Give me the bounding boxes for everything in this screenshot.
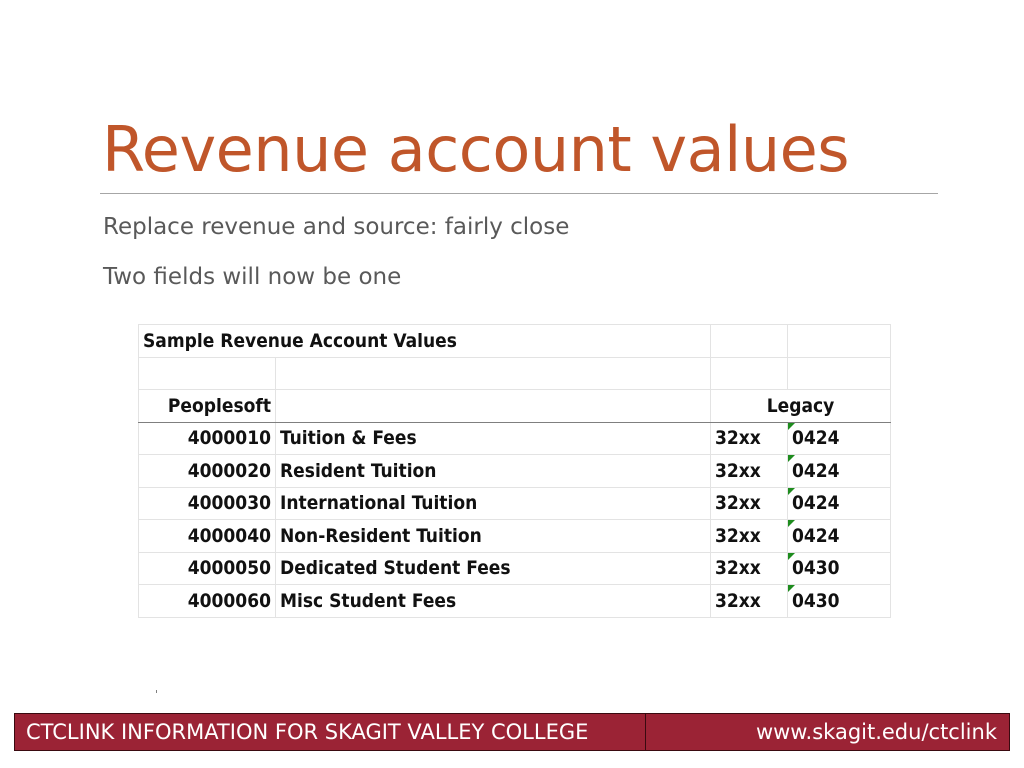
error-indicator-icon xyxy=(788,585,795,592)
table-cell xyxy=(711,325,788,358)
legacy-code: 0424 xyxy=(792,492,840,515)
revenue-account-table xyxy=(138,324,891,618)
account-code: 4000060 xyxy=(139,585,276,618)
footer-bar xyxy=(14,713,1010,751)
table-spacer-row xyxy=(139,357,891,390)
error-indicator-icon xyxy=(788,423,795,430)
table-row xyxy=(139,487,891,520)
bullet-text: Replace revenue and source: fairly close xyxy=(103,214,570,240)
table-row xyxy=(139,520,891,553)
table-cell xyxy=(139,357,276,390)
table-title: Sample Revenue Account Values xyxy=(139,325,711,358)
table-cell xyxy=(276,357,711,390)
account-name: Resident Tuition xyxy=(276,455,711,488)
table-cell xyxy=(788,325,891,358)
table-row xyxy=(139,552,891,585)
account-name: International Tuition xyxy=(276,487,711,520)
legacy-code-cell xyxy=(788,520,891,553)
legacy-prefix: 32xx xyxy=(711,422,788,455)
table-cell xyxy=(711,357,788,390)
legacy-code-cell xyxy=(788,455,891,488)
legacy-code: 0430 xyxy=(792,589,840,612)
legacy-header: Legacy xyxy=(711,390,891,423)
legacy-prefix: 32xx xyxy=(711,487,788,520)
legacy-code-cell xyxy=(788,487,891,520)
account-code: 4000020 xyxy=(139,455,276,488)
legacy-code-cell xyxy=(788,585,891,618)
error-indicator-icon xyxy=(788,455,795,462)
account-code: 4000030 xyxy=(139,487,276,520)
table-cell xyxy=(788,357,891,390)
legacy-prefix: 32xx xyxy=(711,585,788,618)
peoplesoft-header: Peoplesoft xyxy=(139,390,276,423)
slide-title: Revenue account values xyxy=(102,113,850,186)
title-divider xyxy=(100,193,938,194)
error-indicator-icon xyxy=(788,553,795,560)
account-name: Misc Student Fees xyxy=(276,585,711,618)
legacy-prefix: 32xx xyxy=(711,552,788,585)
account-name: Tuition & Fees xyxy=(276,422,711,455)
error-indicator-icon xyxy=(788,488,795,495)
legacy-code-cell xyxy=(788,422,891,455)
footer-url: www.skagit.edu/ctclink xyxy=(755,720,997,744)
legacy-code-cell xyxy=(788,552,891,585)
stray-mark xyxy=(156,690,157,693)
table-row xyxy=(139,422,891,455)
account-code: 4000050 xyxy=(139,552,276,585)
account-name: Dedicated Student Fees xyxy=(276,552,711,585)
error-indicator-icon xyxy=(788,520,795,527)
legacy-prefix: 32xx xyxy=(711,520,788,553)
account-name: Non-Resident Tuition xyxy=(276,520,711,553)
footer-left-text: CTCLINK INFORMATION FOR SKAGIT VALLEY COLLEGE xyxy=(15,714,646,750)
legacy-code: 0430 xyxy=(792,557,840,580)
legacy-code: 0424 xyxy=(792,524,840,547)
legacy-code: 0424 xyxy=(792,427,840,450)
legacy-prefix: 32xx xyxy=(711,455,788,488)
account-code: 4000040 xyxy=(139,520,276,553)
account-code: 4000010 xyxy=(139,422,276,455)
legacy-code: 0424 xyxy=(792,459,840,482)
bullet-text: Two fields will now be one xyxy=(103,264,402,290)
table-header-row xyxy=(139,390,891,423)
table-title-row xyxy=(139,325,891,358)
table-row xyxy=(139,585,891,618)
table-row xyxy=(139,455,891,488)
table-cell xyxy=(276,390,711,423)
